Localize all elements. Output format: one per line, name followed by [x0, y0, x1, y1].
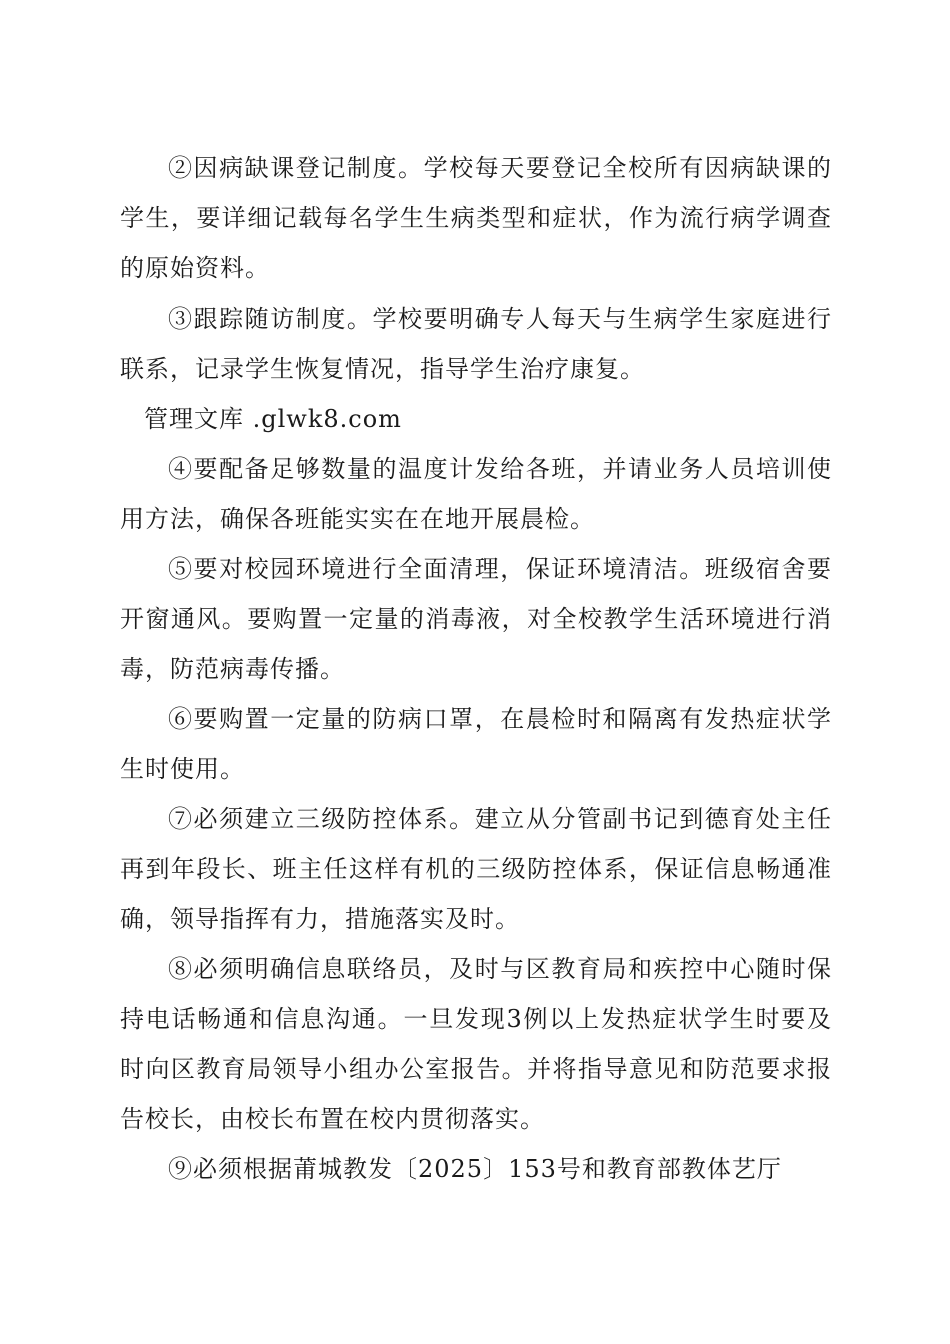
paragraph-campus-cleaning: ⑤要对校园环境进行全面清理，保证环境清洁。班级宿舍要开窗通风。要购置一定量的消毒液，对全校教学生活环境进行消毒，防范病毒传播。 — [120, 555, 832, 683]
watermark-source-line: 管理文库 .glwk8.com — [144, 405, 402, 433]
paragraph-thermometers: ④要配备足够数量的温度计发给各班，并请业务人员培训使用方法，确保各班能实实在在地开展晨检。 — [120, 455, 832, 533]
paragraph-follow-up-visits: ③跟踪随访制度。学校要明确专人每天与生病学生家庭进行联系，记录学生恢复情况，指导学生治疗康复。 — [120, 305, 832, 383]
paragraph-liaison-officer: ⑧必须明确信息联络员，及时与区教育局和疾控中心随时保持电话畅通和信息沟通。一旦发现3例以上发热症状学生时要及时向区教育局领导小组办公室报告。并将指导意见和防范要求报告校长，由校长布置在校内贯彻落实。 — [120, 955, 832, 1133]
paragraph-sick-leave-registration: ②因病缺课登记制度。学校每天要登记全校所有因病缺课的学生，要详细记载每名学生生病类型和症状，作为流行病学调查的原始资料。 — [120, 154, 832, 282]
paragraph-masks: ⑥要购置一定量的防病口罩，在晨检时和隔离有发热症状学生时使用。 — [120, 705, 832, 783]
paragraph-document-reference: ⑨必须根据莆城教发〔2025〕153号和教育部教体艺厅 — [168, 1155, 782, 1183]
paragraph-three-level-control: ⑦必须建立三级防控体系。建立从分管副书记到德育处主任再到年段长、班主任这样有机的三级防控体系，保证信息畅通准确，领导指挥有力，措施落实及时。 — [120, 805, 832, 933]
